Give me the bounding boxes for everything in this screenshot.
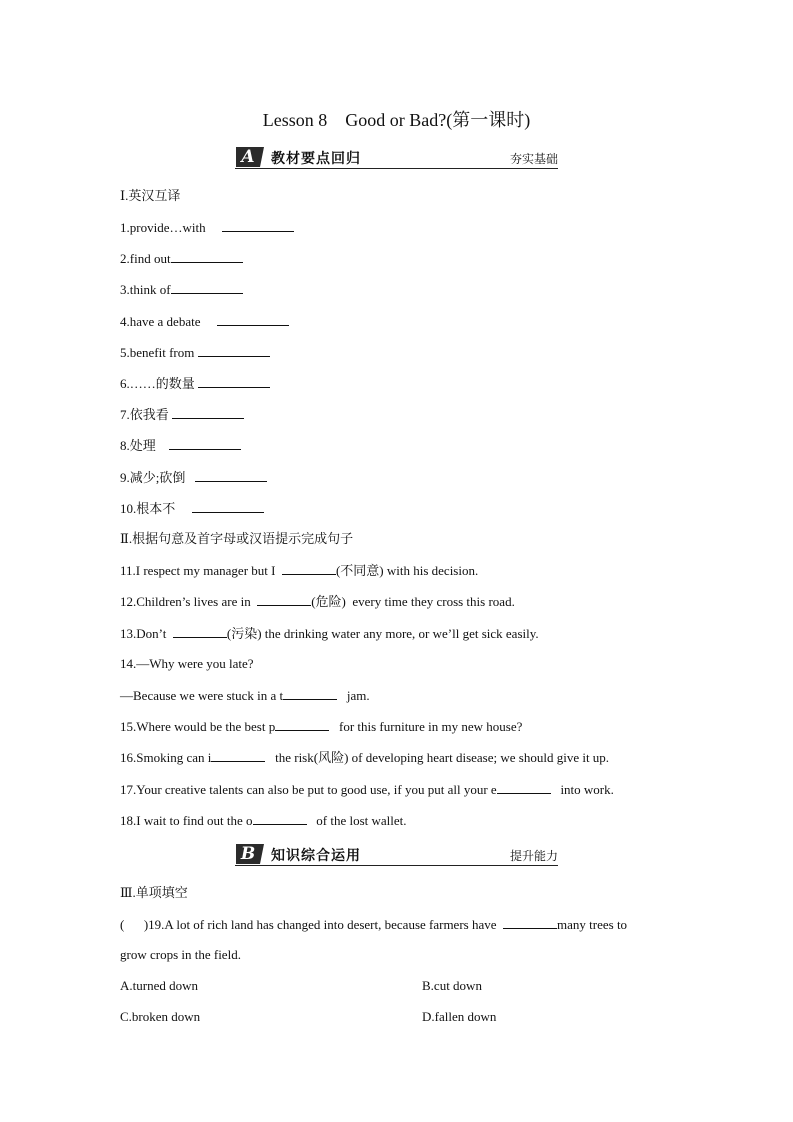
list-item: 11.I respect my manager but I (不同意) with his decision. <box>120 563 479 578</box>
list-item: 1.provide…with <box>120 219 294 236</box>
answer-blank[interactable] <box>257 593 311 606</box>
question-19-line1: ( )19.A lot of rich land has changed into desert, because farmers have many trees to <box>120 917 628 932</box>
list-item: —Because we were stuck in a t jam. <box>120 688 370 703</box>
answer-blank[interactable] <box>192 500 264 513</box>
list-item: 8.处理 <box>120 437 241 454</box>
badge-b: B <box>236 844 260 864</box>
option-d[interactable]: D.fallen down <box>422 1009 497 1024</box>
section-banner-b <box>235 843 558 866</box>
answer-blank[interactable] <box>497 781 551 794</box>
answer-blank[interactable] <box>171 250 243 263</box>
answer-blank[interactable] <box>173 625 227 638</box>
answer-blank[interactable] <box>198 344 270 357</box>
answer-blank[interactable] <box>211 749 265 762</box>
answer-blank[interactable] <box>198 375 270 388</box>
list-item: 13.Don’t (污染) the drinking water any more, or we’ll get sick easily. <box>120 626 539 641</box>
list-item: 14.—Why were you late? <box>120 656 254 671</box>
page-title: Lesson 8 Good or Bad?(第一课时) <box>262 110 531 130</box>
list-item: 7.依我看 <box>120 406 244 423</box>
answer-blank[interactable] <box>172 406 244 419</box>
answer-blank[interactable] <box>169 437 241 450</box>
answer-blank[interactable] <box>275 718 329 731</box>
badge-a: A <box>236 147 260 167</box>
list-item: 3.think of <box>120 281 243 298</box>
option-b[interactable]: B.cut down <box>422 978 482 993</box>
answer-blank[interactable] <box>222 219 294 232</box>
list-item: 4.have a debate <box>120 313 289 330</box>
answer-blank[interactable] <box>503 916 557 929</box>
banner-b-title: 知识综合运用 <box>271 848 361 864</box>
list-item: 16.Smoking can i the risk(风险) of developing heart disease; we should give it up. <box>120 750 610 765</box>
list-item: 5.benefit from <box>120 344 270 361</box>
answer-blank[interactable] <box>283 687 337 700</box>
answer-blank[interactable] <box>282 562 336 575</box>
list-item: 2.find out <box>120 250 243 267</box>
banner-a-title: 教材要点回归 <box>271 151 361 167</box>
list-item: 18.I wait to find out the o of the lost wallet. <box>120 813 407 828</box>
answer-blank[interactable] <box>195 469 267 482</box>
question-19-line2: grow crops in the field. <box>120 947 241 962</box>
option-a[interactable]: A.turned down <box>120 978 198 993</box>
answer-blank[interactable] <box>171 281 243 294</box>
banner-b-tag: 提升能力 <box>509 849 558 863</box>
option-c[interactable]: C.broken down <box>120 1009 201 1024</box>
list-item: 6.……的数量 <box>120 375 270 392</box>
answer-blank[interactable] <box>253 812 307 825</box>
answer-blank[interactable] <box>217 313 289 326</box>
list-item: 10.根本不 <box>120 500 264 517</box>
section2-heading: Ⅱ.根据句意及首字母或汉语提示完成句子 <box>120 531 354 546</box>
list-item: 17.Your creative talents can also be put to good use, if you put all your e into work. <box>120 782 614 797</box>
list-item: 12.Children’s lives are in (危险) every time they cross this road. <box>120 594 515 609</box>
banner-a-tag: 夯实基础 <box>509 152 558 166</box>
section3-heading: Ⅲ.单项填空 <box>120 885 188 900</box>
list-item: 9.减少;砍倒 <box>120 469 267 486</box>
section1-heading: Ⅰ.英汉互译 <box>120 188 181 203</box>
list-item: 15.Where would be the best p for this furniture in my new house? <box>120 719 523 734</box>
section-banner-a <box>235 146 558 169</box>
